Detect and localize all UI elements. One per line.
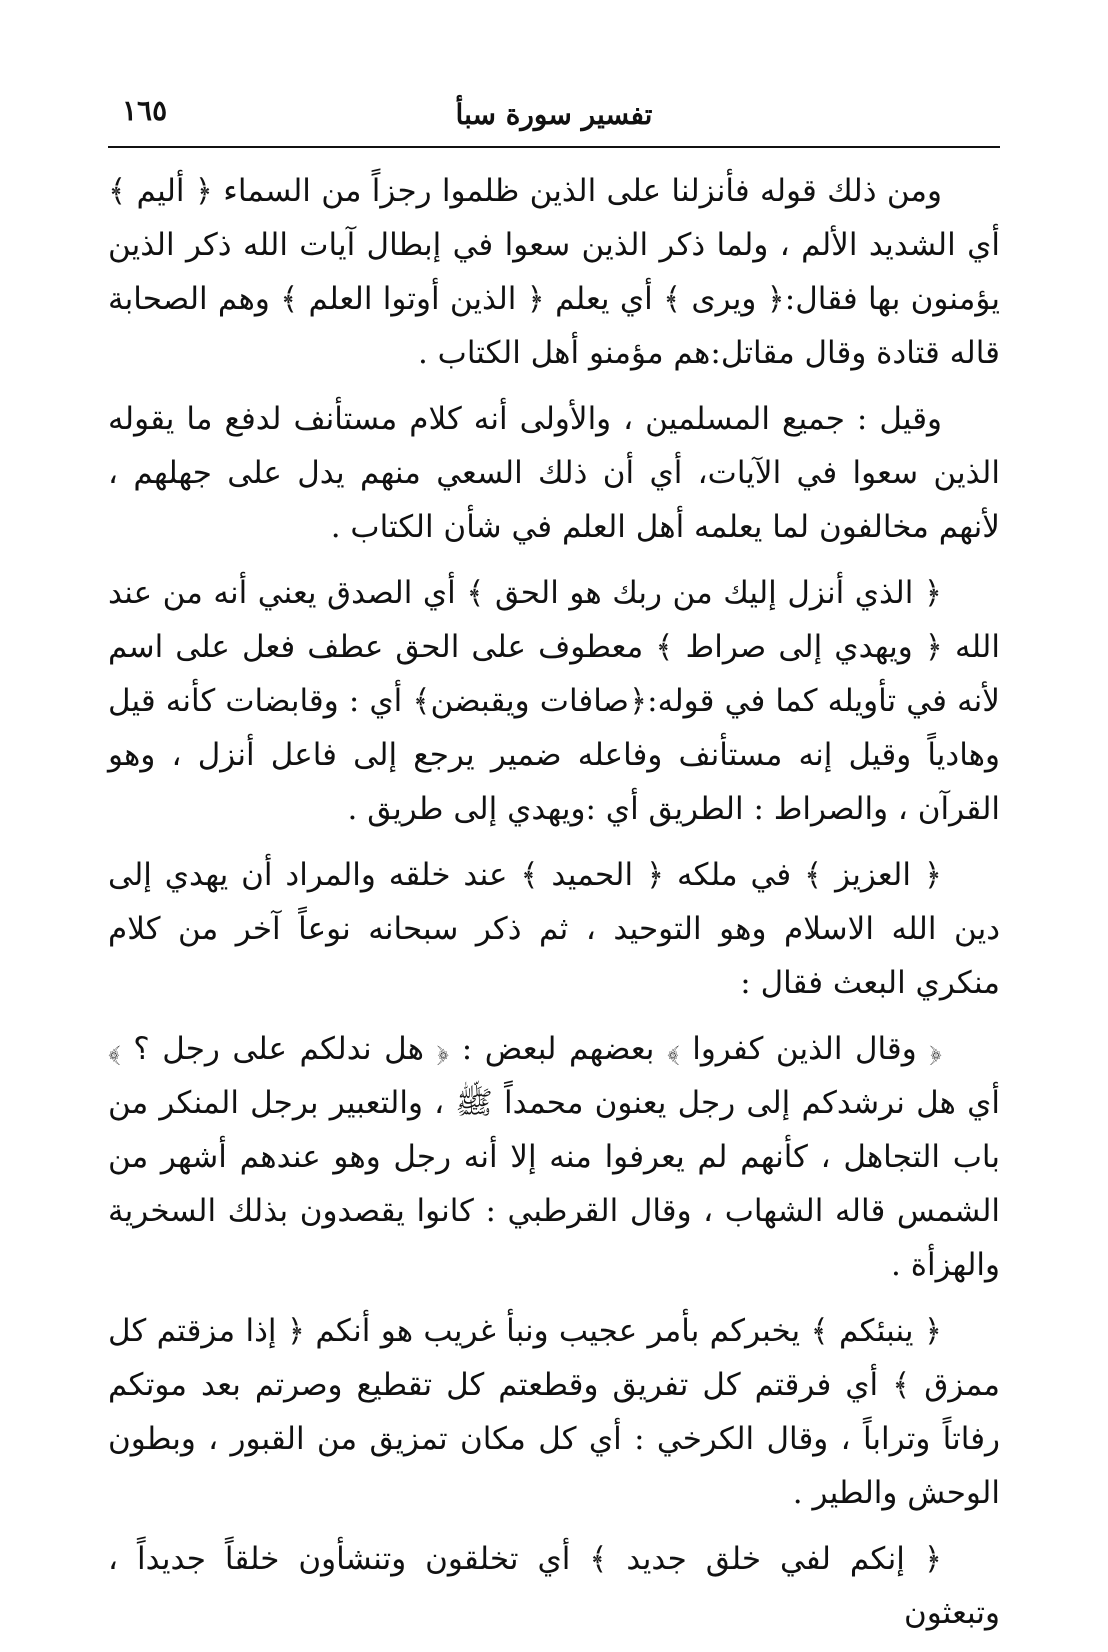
page-number: ١٦٥: [122, 94, 168, 127]
paragraph: ﴿ العزيز ﴾ في ملكه ﴿ الحميد ﴾ عند خلقه والمراد أن يهدي إلى دين الله الاسلام وهو التوحيد ، ثم ذكر سبحانه نوعاً آخر من كلام منكري البعث فقال :: [108, 857, 1000, 1001]
paragraph: ﴿ ينبئكم ﴾ يخبركم بأمر عجيب ونبأ غريب هو أنكم ﴿ إذا مزقتم كل ممزق ﴾ أي فرقتم كل تفريق وقطعتم كل تقطيع وصرتم بعد موتكم رفاتاً وتراباً ، وقال الكرخي : أي كل مكان تمزيق من القبور ، وبطون الوحش والطير .: [108, 1313, 1000, 1511]
paragraph: ﴿ إنكم لفي خلق جديد ﴾ أي تخلقون وتنشأون خلقاً جديداً ، وتبعثون: [108, 1541, 1000, 1631]
page-body: [108, 164, 1000, 1652]
page-header: [108, 92, 1000, 148]
paragraph: ومن ذلك قوله فأنزلنا على الذين ظلموا رجزاً من السماء ﴿ أليم ﴾ أي الشديد الألم ، ولما ذكر الذين سعوا في إبطال آيات الله ذكر الذين يؤمنون بها فقال:﴿ ويرى ﴾ أي يعلم ﴿ الذين أوتوا العلم ﴾ وهم الصحابة قاله قتادة وقال مقاتل:هم مؤمنو أهل الكتاب .: [108, 173, 1000, 371]
paragraph: ﴿ الذي أنزل إليك من ربك هو الحق ﴾ أي الصدق يعني أنه من عند الله ﴿ ويهدي إلى صراط ﴾ معطوف على الحق عطف فعل على اسم لأنه في تأويله كما في قوله:﴿صافات ويقبضن﴾ أي : وقابضات كأنه قيل وهادياً وقيل إنه مستأنف وفاعله ضمير يرجع إلى فاعل أنزل ، وهو القرآن ، والصراط : الطريق أي :ويهدي إلى طريق .: [108, 575, 1000, 827]
running-title: تفسير سورة سبأ: [455, 98, 653, 131]
paragraph: وقيل : جميع المسلمين ، والأولى أنه كلام مستأنف لدفع ما يقوله الذين سعوا في الآيات، أي أن ذلك السعي منهم يدل على جهلهم ، لأنهم مخالفون لما يعلمه أهل العلم في شأن الكتاب .: [108, 401, 1000, 545]
paragraph: ﴿ وقال الذين كفروا ﴾ بعضهم لبعض : ﴿ هل ندلكم على رجل ؟ ﴾ أي هل نرشدكم إلى رجل يعنون محمداً ﷺ ، والتعبير برجل المنكر من باب التجاهل ، كأنهم لم يعرفوا منه إلا أنه رجل وهو عندهم أشهر من الشمس قاله الشهاب ، وقال القرطبي : كانوا يقصدون بذلك السخرية والهزأة .: [108, 1031, 1000, 1283]
